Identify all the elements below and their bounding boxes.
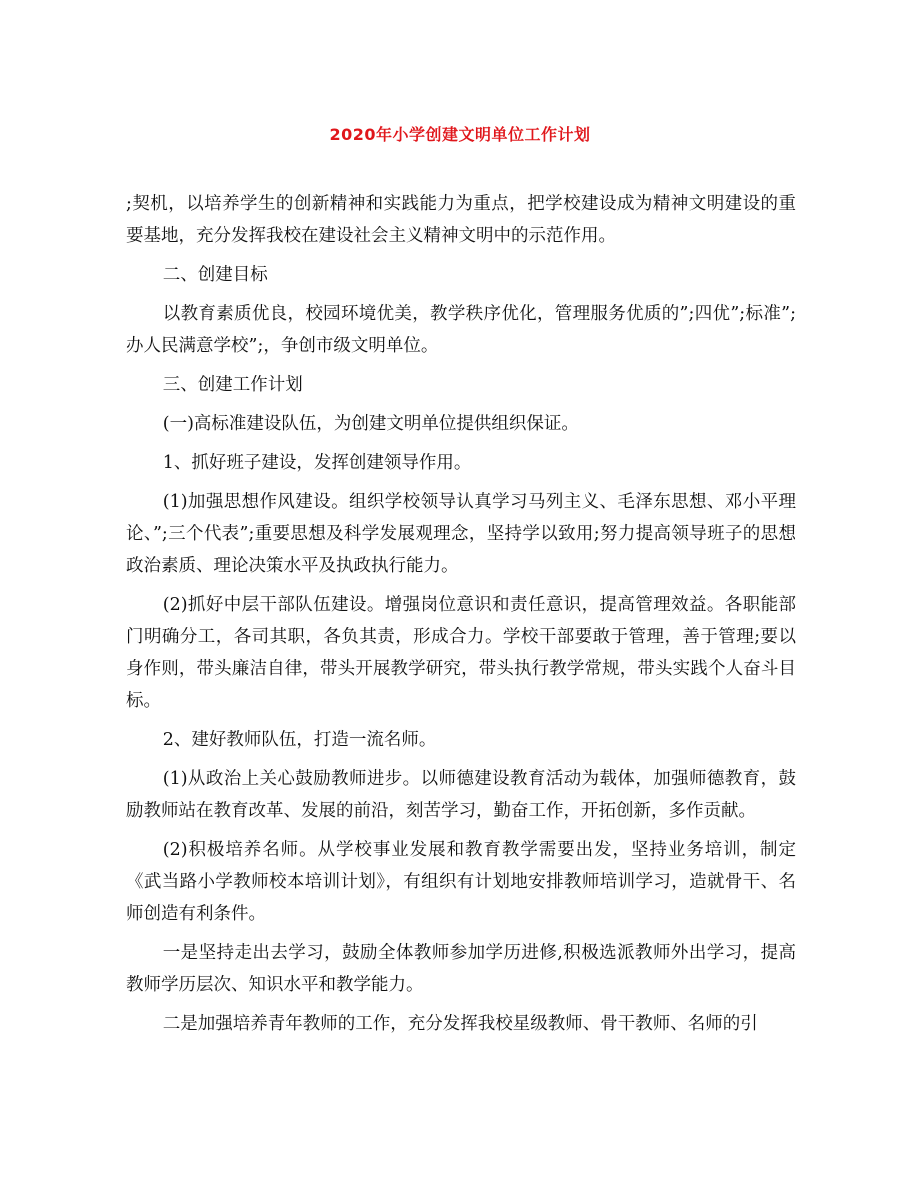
paragraph-young-teachers: 二是加强培养青年教师的工作，充分发挥我校星级教师、骨干教师、名师的引 [162, 1014, 758, 1034]
item-teachers: 2、建好教师队伍，打造一流名师。 [162, 730, 437, 750]
subheading-team: (一)高标准建设队伍，为创建文明单位提供组织保证。 [162, 414, 579, 434]
section-heading-goals: 二、创建目标 [162, 265, 268, 285]
paragraph-1: ;契机，以培养学生的创新精神和实践能力为重点，把学校建设成为精神文明建设的重要基地，充分发挥我校在建设社会主义精神文明中的示范作用。 [126, 194, 796, 246]
paragraph-ideology: (1)加强思想作风建设。组织学校领导认真学习马列主义、毛泽东思想、邓小平理论、”;三个代表”;重要思想及科学发展观理念，坚持学以致用;努力提高领导班子的思想政治素质、理论决策水平及执政执行能力。 [126, 492, 796, 576]
document-body [126, 188, 796, 1047]
paragraph-goals: 以教育素质优良，校园环境优美，教学秩序优化，管理服务优质的”;四优”;标准”;办人民满意学校”;，争创市级文明单位。 [126, 304, 796, 356]
item-leadership: 1、抓好班子建设，发挥创建领导作用。 [162, 453, 472, 473]
document-title: 2020年小学创建文明单位工作计划 [329, 125, 591, 144]
paragraph-middle-cadre: (2)抓好中层干部队伍建设。增强岗位意识和责任意识，提高管理效益。各职能部门明确分工，各司其职，各负其责，形成合力。学校干部要敢于管理，善于管理;要以身作则，带头廉洁自律，带头开展教学研究，带头执行教学常规，带头实践个人奋斗目标。 [126, 595, 796, 711]
paragraph-famous-teachers: (2)积极培养名师。从学校事业发展和教育教学需要出发，坚持业务培训，制定《武当路小学教师校本培训计划》，有组织有计划地安排教师培训学习，造就骨干、名师创造有利条件。 [126, 840, 796, 924]
section-heading-plan: 三、创建工作计划 [162, 375, 303, 395]
paragraph-political-care: (1)从政治上关心鼓励教师进步。以师德建设教育活动为载体，加强师德教育，鼓励教师站在教育改革、发展的前沿，刻苦学习，勤奋工作，开拓创新，多作贡献。 [126, 769, 796, 821]
paragraph-go-out-learn: 一是坚持走出去学习，鼓励全体教师参加学历进修,积极选派教师外出学习，提高教师学历层次、知识水平和教学能力。 [126, 943, 796, 995]
